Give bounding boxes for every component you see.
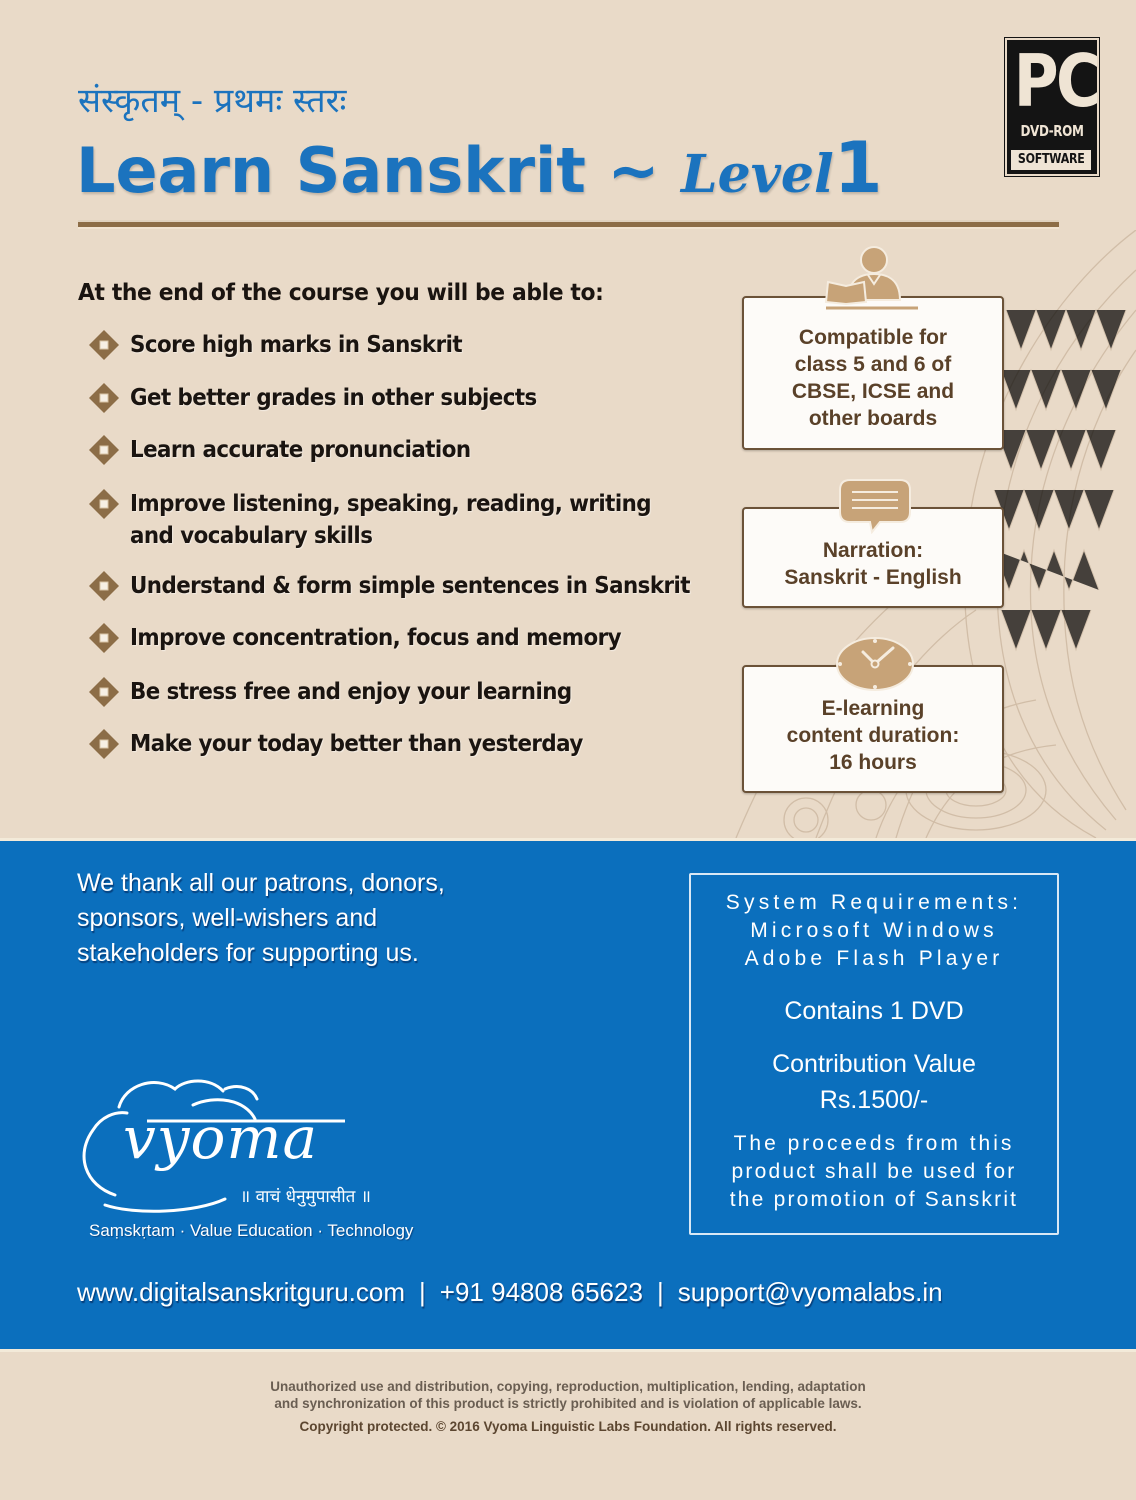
proceeds-line: the promotion of Sanskrit (729, 1188, 1019, 1211)
benefit-text (130, 329, 462, 361)
benefit-line: Learn accurate pronunciation (130, 437, 471, 463)
legal-line: Unauthorized use and distribution, copying, reproduction, multiplication, lending, adaptation (270, 1379, 866, 1394)
diamond-bullet-icon (88, 329, 120, 361)
thanks-line: stakeholders for supporting us. (77, 939, 419, 967)
contact-separator: | (419, 1277, 426, 1307)
dvd-count: Contains 1 DVD (784, 997, 964, 1025)
benefit-item (88, 434, 496, 466)
title-level: Level (681, 144, 834, 205)
benefit-item (88, 622, 658, 654)
vyoma-wordmark: vyoma (123, 1104, 319, 1172)
benefit-item (88, 488, 690, 552)
logo-tagline: Saṃskṛtam · Value Education · Technology (89, 1221, 414, 1240)
contact-bar (77, 1277, 943, 1308)
speech-bubble-icon (838, 478, 912, 534)
contribution-value (691, 1046, 1057, 1118)
benefit-line: Improve listening, speaking, reading, writing (130, 491, 652, 517)
student-reading-icon (822, 246, 922, 310)
benefit-item (88, 676, 605, 708)
contribution-price: Rs.1500/- (819, 1086, 929, 1114)
legal-notice (0, 1378, 1136, 1435)
website-link[interactable]: www.digitalsanskritguru.com (77, 1277, 406, 1307)
compatibility-card (742, 296, 1004, 450)
benefit-text (130, 488, 651, 552)
diamond-bullet-icon (88, 382, 120, 414)
card-line: content duration: (786, 724, 960, 747)
title-main: Learn Sanskrit ~ (76, 134, 682, 207)
system-requirements-box (689, 873, 1059, 1235)
benefit-text (130, 622, 621, 654)
phone-number[interactable]: +91 94808 65623 (439, 1277, 643, 1307)
thanks-message (77, 866, 445, 971)
vyoma-logo (75, 1075, 445, 1245)
benefit-item (88, 329, 487, 361)
clock-icon (834, 636, 916, 692)
requirement-os: Microsoft Windows (750, 919, 998, 942)
benefit-line: Be stress free and enjoy your learning (130, 679, 572, 705)
diamond-bullet-icon (88, 728, 120, 760)
benefits-heading: At the end of the course you will be able to: (78, 280, 604, 306)
card-line: class 5 and 6 of (794, 353, 952, 376)
benefit-text (130, 728, 583, 760)
benefit-line: Get better grades in other subjects (130, 385, 537, 411)
benefit-item (88, 382, 567, 414)
diamond-bullet-icon (88, 676, 120, 708)
card-line: CBSE, ICSE and (791, 380, 955, 403)
email-link[interactable]: support@vyomalabs.in (677, 1277, 943, 1307)
pc-dvd-rom-badge (1005, 38, 1099, 176)
benefit-item (88, 570, 732, 602)
copyright-notice: Copyright protected. © 2016 Vyoma Linguistic Labs Foundation. All rights reserved. (299, 1419, 837, 1434)
requirement-flash: Adobe Flash Player (744, 947, 1004, 970)
page-title (76, 128, 882, 215)
requirements-heading: System Requirements: (725, 891, 1023, 914)
benefit-item (88, 728, 617, 760)
card-line: Compatible for (798, 326, 948, 349)
card-line: Sanskrit - English (784, 566, 962, 589)
thanks-line: sponsors, well-wishers and (77, 904, 378, 932)
badge-pc-text: PC (1013, 39, 1099, 123)
diamond-bullet-icon (88, 434, 120, 466)
contact-separator: | (656, 1277, 664, 1307)
title-number: 1 (833, 127, 883, 209)
benefit-line: Score high marks in Sanskrit (130, 332, 463, 358)
diamond-bullet-icon (88, 622, 120, 654)
requirements-list (691, 889, 1057, 973)
benefit-text (130, 382, 537, 414)
benefit-text (130, 570, 690, 602)
benefit-text (130, 676, 572, 708)
legal-line: and synchronization of this product is strictly prohibited and is violation of applicable laws. (274, 1396, 862, 1411)
card-line: 16 hours (829, 751, 917, 774)
proceeds-line: product shall be used for (731, 1160, 1017, 1183)
badge-type-label (1011, 150, 1091, 170)
proceeds-note (691, 1130, 1057, 1214)
card-line: other boards (808, 407, 938, 430)
card-line: E-learning (821, 697, 925, 720)
badge-type-text: SOFTWARE (1017, 152, 1085, 167)
proceeds-line: The proceeds from this (733, 1132, 1015, 1155)
benefit-line: and vocabulary skills (130, 523, 373, 549)
diamond-bullet-icon (88, 488, 120, 520)
diamond-bullet-icon (88, 570, 120, 602)
benefit-text (130, 434, 471, 466)
benefit-line: Improve concentration, focus and memory (130, 625, 621, 651)
card-line: Narration: (822, 539, 924, 562)
logo-motto: ॥ वाचं धेनुमुपासीत ॥ (240, 1187, 371, 1207)
benefit-line: Understand & form simple sentences in Sanskrit (130, 573, 690, 599)
badge-media-text: DVD-ROM (1020, 122, 1084, 140)
thanks-line: We thank all our patrons, donors, (77, 869, 445, 897)
devanagari-subtitle: संस्कृतम् - प्रथमः स्तरः (78, 81, 347, 121)
title-divider (78, 222, 1059, 227)
benefit-line: Make your today better than yesterday (130, 731, 583, 757)
contribution-label: Contribution Value (772, 1050, 976, 1078)
